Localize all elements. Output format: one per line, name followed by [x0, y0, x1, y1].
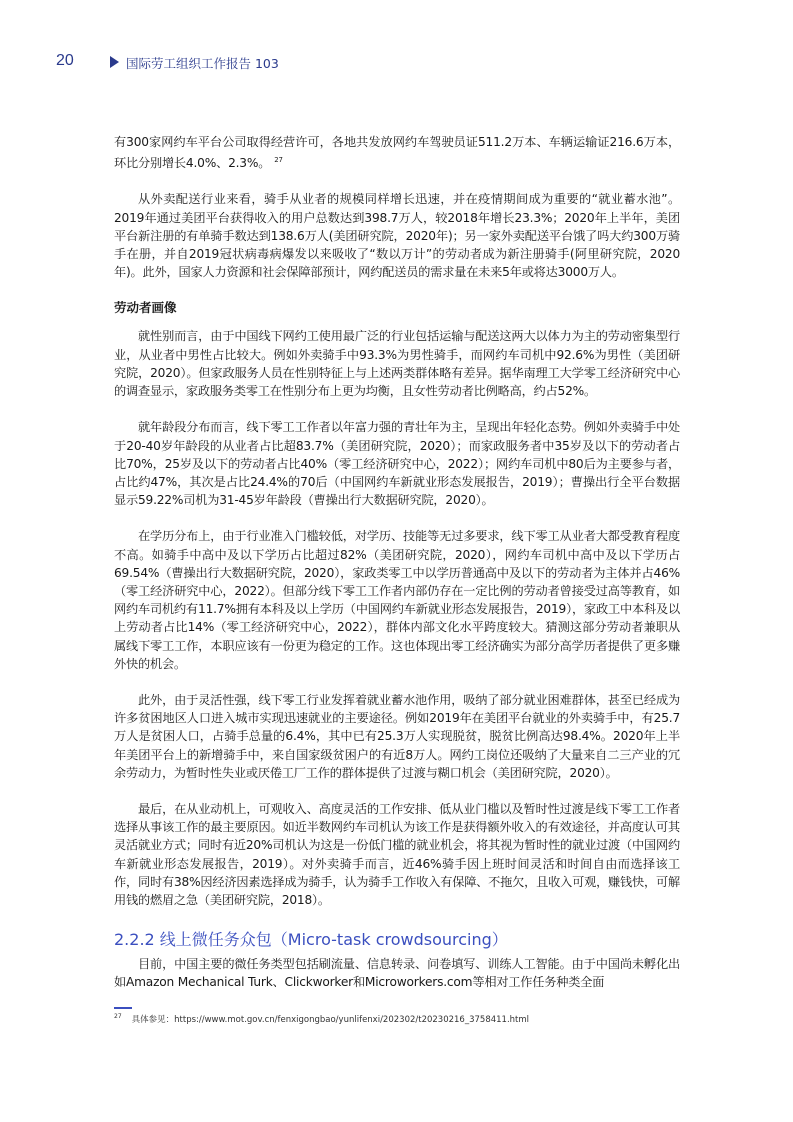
play-arrow-icon: [110, 56, 119, 68]
footnote: [114, 1013, 529, 1025]
page-header: [0, 52, 793, 76]
paragraph-2: 从外卖配送行业来看，骑手从业者的规模同样增长迅速，并在疫情期间成为重要的“就业蓄水池”。2019年通过美团平台获得收入的用户总数达到398.7万人，较2018年增长23.3%；2020年上半年，美团平台新注册的有单骑手数达到138.6万人(美团研究院，2020年)；另一家外卖配送平台饿了吗大约300万骑手在册，并自2019冠状病毒病爆发以来吸收了“数以万计”的劳动者成为新注册骑手(阿里研究院，2020年)。此外，国家人力资源和社会保障部预计，网约配送员的需求量在未来5年或将达3000万人。: [114, 192, 680, 280]
paragraph-motivation: 最后，在从业动机上，可观收入、高度灵活的工作安排、低从业门槛以及暂时性过渡是线下零工工作者选择从事该工作的最主要原因。如近半数网约车司机认为该工作是获得额外收入的有效途径，并高度认可其灵活就业方式；同时有近20%司机认为这是一份低门槛的就业机会，将其视为暂时性的就业过渡（中国网约车新就业形态发展报告，2019）。对外卖骑手而言，近46%骑手因上班时间灵活和时间自由而选择该工作，同时有38%因经济因素选择成为骑手，认为骑手工作收入有保障、不拖欠，且收入可观，赚钱快，可解用钱的燃眉之急（美团研究院，2018）。: [114, 801, 680, 907]
footnote-text: 具体参见：https://www.mot.gov.cn/fenxigongbao/yunlifenxi/202302/t20230216_3758411.html: [131, 1015, 530, 1025]
page-number: 20: [56, 52, 74, 69]
footnote-number: 27: [114, 1013, 122, 1021]
subheading-worker-profile: 劳动者画像: [114, 300, 177, 316]
page-body: [114, 133, 680, 992]
paragraph-gender: 就性别而言，由于中国线下网约工使用最广泛的行业包括运输与配送这两大以体力为主的劳动密集型行业，从业者中男性占比较大。例如外卖骑手中93.3%为男性骑手，而网约车司机中92.6%为男性（美团研究院，2020）。但家政服务人员在性别特征上与上述两类群体略有差异。据华南理工大学零工经济研究中心的调查显示，家政服务类零工在性别分布上更为均衡，且女性劳动者比例略高，约占52%。: [114, 329, 680, 399]
section-heading: 2.2.2 线上微任务众包（Micro-task crowdsourcing）: [114, 930, 508, 950]
paragraph-1: 有300家网约车平台公司取得经营许可，各地共发放网约车驾驶员证511.2万本、车辆运输证216.6万本，环比分别增长4.0%、2.3%。 $^{27}$: [114, 135, 680, 171]
footnote-divider: [114, 1007, 132, 1009]
paragraph-age: 就年龄段分布而言，线下零工工作者以年富力强的青壮年为主，呈现出年轻化态势。例如外卖骑手中处于20-40岁年龄段的从业者占比超83.7%（美团研究院，2020）；而家政服务者中35岁及以下的劳动者占比70%，25岁及以下的劳动者占比40%（零工经济研究中心，2022）；网约车司机中80后为主要参与者，占比约47%，其次是占比24.4%的70后（中国网约车新就业形态发展报告，2019）；曹操出行全平台数据显示59.22%司机为31-45岁年龄段（曹操出行大数据研究院，2020）。: [114, 420, 680, 508]
paragraph-education: 在学历分布上，由于行业准入门槛较低，对学历、技能等无过多要求，线下零工从业者大都受教育程度不高。如骑手中高中及以下学历占比超过82%（美团研究院，2020），网约车司机中高中及以下学历占69.54%（曹操出行大数据研究院，2020），家政类零工中以学历普通高中及以下的劳动者为主体并占46%（零工经济研究中心，2022）。但部分线下零工工作者内部仍存在一定比例的劳动者曾接受过高等教育，如网约车司机约有11.7%拥有本科及以上学历（中国网约车新就业形态发展报告，2019），家政工中本科及以上劳动者占比14%（零工经济研究中心，2022），群体内部文化水平跨度较大。猜测这部分劳动者兼职从属线下零工工作，本职应该有一份更为稳定的工作。这也体现出零工经济确实为部分高学历者提供了更多赚外快的机会。: [114, 529, 680, 671]
paragraph-employment-reservoir: 此外，由于灵活性强，线下零工行业发挥着就业蓄水池作用，吸纳了部分就业困难群体，甚至已经成为许多贫困地区人口进入城市实现迅速就业的主要途径。例如2019年在美团平台就业的外卖骑手中，有25.7万人是贫困人口，占骑手总量的6.4%，其中已有25.3万人实现脱贫，脱贫比例高达98.4%。2020年上半年美团平台上的新增骑手中，来自国家级贫困户的有近8万人。网约工岗位还吸纳了大量来自二三产业的冗余劳动力，为暂时性失业或厌倦工厂工作的群体提供了过渡与糊口机会（美团研究院，2020）。: [114, 692, 680, 780]
paragraph-micro-task: 目前，中国主要的微任务类型包括刷流量、信息转录、问卷填写、训练人工智能。由于中国尚未孵化出如Amazon Mechanical Turk、Clickworker和Microworkers.com等相对工作任务种类全面: [114, 957, 680, 990]
footnote-reference[interactable]: 27: [274, 156, 283, 165]
report-title: 国际劳工组织工作报告 103: [126, 56, 279, 71]
